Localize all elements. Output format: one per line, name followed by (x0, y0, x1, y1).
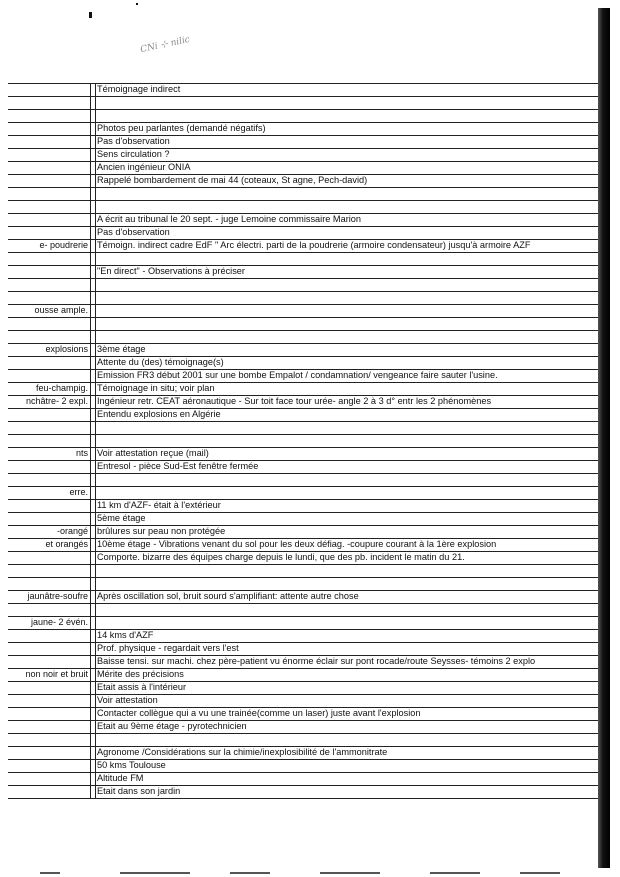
observation-text: Photos peu parlantes (demandé négatifs) (97, 123, 266, 133)
row-divider (8, 733, 598, 734)
row-divider (8, 421, 598, 422)
observation-text: Agronome /Considérations sur la chimie/inexplosibilité de l'ammonitrate (97, 747, 388, 757)
scan-noise (40, 872, 60, 874)
row-divider (8, 434, 598, 435)
row-divider (8, 109, 598, 110)
row-divider (8, 200, 598, 201)
observation-text: Etait assis à l'intérieur (97, 682, 187, 692)
observation-text: Ingénieur retr. CEAT aéronautique - Sur toit face tour urée- angle 2 à 3 d° entr les 2 phénomènes (97, 396, 492, 406)
observation-text: Pas d'observation (97, 227, 170, 237)
observation-text: Rappelé bombardement de mai 44 (coteaux, St agne, Pech-david) (97, 175, 368, 185)
observation-text: brûlures sur peau non protégée (97, 526, 226, 536)
observation-text: Voir attestation reçue (mail) (97, 448, 209, 458)
scan-speck (89, 12, 92, 18)
left-column-text: -orangé (56, 526, 88, 536)
row-divider (8, 473, 598, 474)
observation-text: Après oscillation sol, bruit sourd s'amplifiant: attente autre chose (97, 591, 359, 601)
observation-text: Pas d'observation (97, 136, 170, 146)
observation-text: Témoign. indirect cadre EdF " Arc électri. parti de la poudrerie (armoire condensateur) jusqu'à armoire AZF (97, 240, 531, 250)
observation-text: 10ème étage - Vibrations venant du sol pour les deux défiag. -coupure courant à la 1ère explosion (97, 539, 497, 549)
left-column-text: ousse ample. (34, 305, 88, 315)
left-column-text: explosions (45, 344, 88, 354)
observation-text: 50 kms Toulouse (97, 760, 166, 770)
observation-text: 11 km d'AZF- était à l'extérieur (97, 500, 221, 510)
left-column-text: et orangés (45, 539, 88, 549)
left-column-text: e- poudrerie (39, 240, 88, 250)
row-divider (8, 577, 598, 578)
observation-text: Entresol - pièce Sud-Est fenêtre fermée (97, 461, 259, 471)
observation-text: Voir attestation (97, 695, 158, 705)
scan-noise (520, 872, 560, 874)
observation-text: Entendu explosions en Algérie (97, 409, 221, 419)
header-scribble: CNi ⊹ nilic (139, 34, 191, 56)
observation-text: Emission FR3 début 2001 sur une bombe Empalot / condamnation/ vengeance faire sauter l'usine. (97, 370, 498, 380)
observation-text: Etait au 9ème étage - pyrotechnicien (97, 721, 247, 731)
scan-speck (136, 3, 138, 5)
observation-text: Altitude FM (97, 773, 144, 783)
observation-text: Témoignage in situ; voir plan (97, 383, 215, 393)
row-divider (8, 278, 598, 279)
scan-edge-shadow (598, 8, 610, 868)
observation-text: Prof. physique - regardait vers l'est (97, 643, 239, 653)
observation-text: "En direct" - Observations à préciser (97, 266, 245, 276)
row-divider (8, 96, 598, 97)
observation-text: Sens circulation ? (97, 149, 170, 159)
observation-text: Mérite des précisions (97, 669, 184, 679)
observation-text: Etait dans son jardin (97, 786, 181, 796)
scan-noise (230, 872, 270, 874)
row-divider (8, 291, 598, 292)
row-divider (8, 252, 598, 253)
row-divider (8, 330, 598, 331)
observation-text: 5ème étage (97, 513, 146, 523)
observation-text: Témoignage indirect (97, 84, 181, 94)
column-divider (95, 83, 96, 798)
row-divider (8, 616, 598, 617)
left-column-text: nchâtre- 2 expl. (25, 396, 88, 406)
scan-noise (320, 872, 380, 874)
left-column-text: jaunâtre-soufre (27, 591, 88, 601)
observation-text: 3ème étage (97, 344, 146, 354)
row-divider (8, 486, 598, 487)
observation-text: Attente du (des) témoignage(s) (97, 357, 224, 367)
row-divider (8, 304, 598, 305)
left-column-text: non noir et bruit (25, 669, 88, 679)
row-divider (8, 798, 598, 799)
left-column-text: nts (75, 448, 88, 458)
observation-text: Baisse tensi. sur machi. chez père-patient vu énorme éclair sur pont rocade/route Seysses- témoins 2 explo (97, 656, 536, 666)
column-divider (90, 83, 91, 798)
row-divider (8, 187, 598, 188)
observation-text: A écrit au tribunal le 20 sept. - juge Lemoine commissaire Marion (97, 214, 362, 224)
row-divider (8, 603, 598, 604)
left-column-text: erre. (69, 487, 88, 497)
observation-text: Comporte. bizarre des équipes charge depuis le lundi, que des pb. incident le matin du 21. (97, 552, 465, 562)
left-column-text: feu-champig. (35, 383, 88, 393)
scan-noise (120, 872, 190, 874)
left-column-text: jaune- 2 évén. (30, 617, 88, 627)
row-divider (8, 317, 598, 318)
observation-text: 14 kms d'AZF (97, 630, 154, 640)
observation-text: Ancien ingénieur ONIA (97, 162, 191, 172)
scan-noise (430, 872, 480, 874)
row-divider (8, 564, 598, 565)
observation-text: Contacter collègue qui a vu une trainée(comme un laser) juste avant l'explosion (97, 708, 421, 718)
